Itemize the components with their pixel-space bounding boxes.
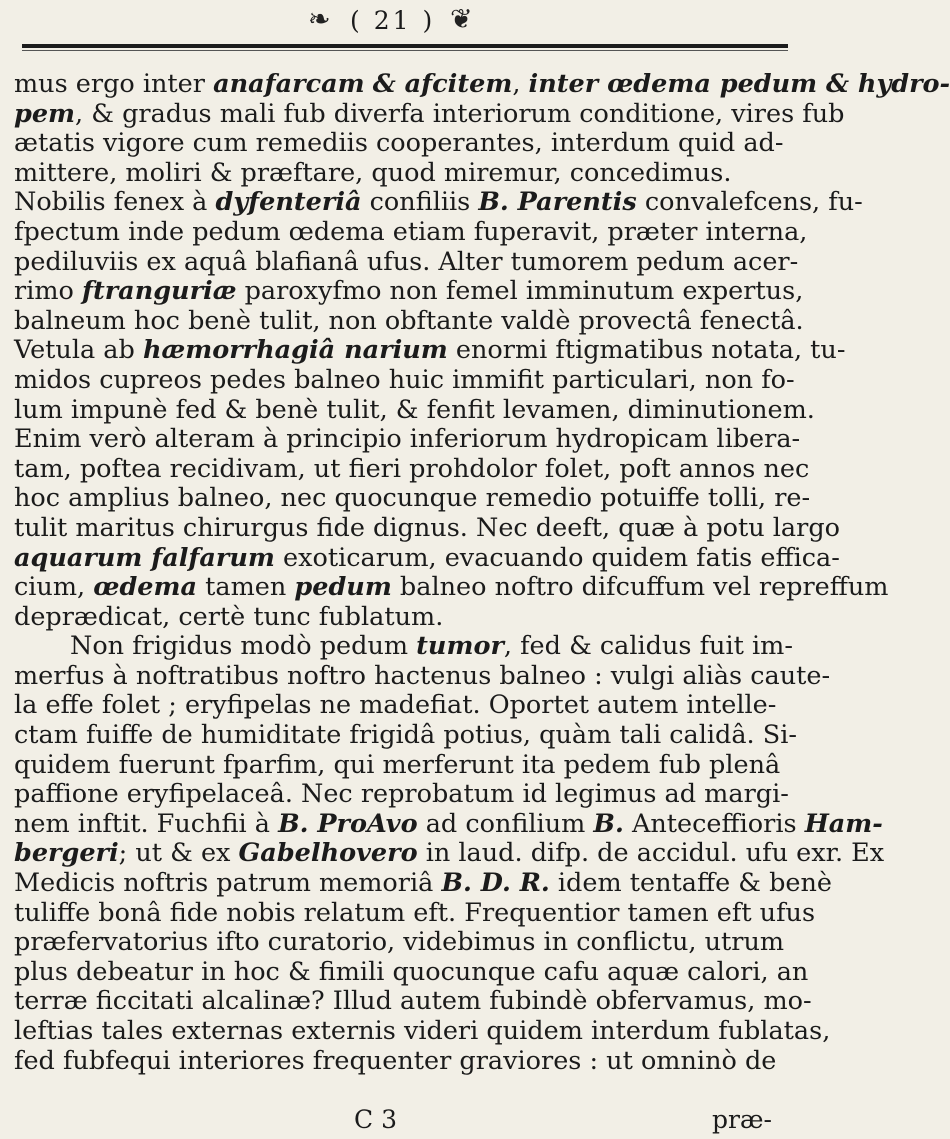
text-run: plus debeatur in hoc & fimili quocunque cafu aquæ calori, an [14,956,809,987]
text-run: midos cupreos pedes balneo huic immifit particulari, non fo- [14,364,795,395]
text-line [14,956,809,988]
text-line [14,808,883,840]
text-line [14,187,863,218]
text-run: paroxyfmo non femel imminutum expertus, [236,276,804,307]
italic-term: Gabelhovero [238,838,418,869]
header-rule [0,40,800,54]
catchword: præ- [712,1105,772,1134]
text-run: idem tentaffe & benè [549,868,832,899]
text-run: exoticarum, evacuando quidem fatis effica- [274,542,840,573]
italic-term: inter œdema pedum & hydro- [528,69,950,99]
text-line [14,721,796,751]
italic-term: & afcitem [372,69,513,99]
text-run: præfervatorius ifto curatorio, videbimus in conflictu, utrum [14,927,785,958]
text-run: confiliis [361,187,479,218]
text-run: balneo noftro difcuffum vel repreffum [391,572,889,603]
text-run: tam, poftea recidivam, ut fieri prohdolor folet, poft annos nec [14,453,810,484]
page-header [0,4,800,70]
text-line [14,129,796,159]
text-line [14,838,885,869]
text-line [14,603,796,633]
text-run: mittere, moliri & præftare, quod miremur, concedimus. [14,157,732,188]
text-run: rimo [14,276,82,307]
text-line [14,691,796,721]
text-line [14,246,799,278]
text-line [14,542,840,574]
italic-term: B. Parentis [478,187,637,218]
text-line [14,868,832,899]
text-run: fed fubfequi interiores frequenter graviores : ut omninò de [14,1045,777,1076]
text-line [14,69,950,100]
text-run: deprædicat, certè tunc fublatum. [14,601,444,632]
italic-term: tumor [416,631,504,662]
text-run: balneum hoc benè tulit, non obftante valdè provectâ fenectâ. [14,305,804,336]
text-line [14,1016,831,1047]
text-line [14,159,796,189]
text-run: ad confilium [417,808,594,839]
text-run: convalefcens, fu- [636,187,863,218]
italic-term: bergeri [14,838,119,869]
text-line [14,986,812,1017]
text-line [14,780,796,810]
text-run: Anteceffioris [623,808,805,839]
text-run: tamen [197,572,295,603]
text-run: hoc amplius balneo, nec quocunque remedio potuiffe tolli, re- [14,483,811,514]
text-run: tulit maritus chirurgus fide dignus. Nec deeft, quæ à potu largo [14,512,840,543]
italic-term: pem [14,98,76,129]
text-run: Non frigidus modò pedum [70,631,417,662]
text-line [14,897,816,929]
signature-mark: C 3 [354,1105,397,1134]
italic-term: dyfenteriâ [215,187,362,218]
fleuron-ornament-left: ❧ [308,4,331,35]
italic-term: B. [593,808,624,839]
text-line [14,394,815,426]
text-run: cium, [14,572,94,603]
text-run: nem inftit. Fuchfii à [14,808,279,839]
text-run: lum impunè fed & benè tulit, & fenfit levamen, diminutionem. [14,394,815,425]
header-rule-thin [22,50,788,51]
text-run: Vetula ab [14,335,143,366]
text-run: paffione eryfipelaceâ. Nec reprobatum id legimus ad margi- [14,779,789,810]
page-number: ( 21 ) [350,6,436,35]
text-run: terræ ficcitati alcalinæ? Illud autem fubindè obfervamus, mo- [14,986,812,1017]
text-line [14,305,804,337]
text-run: , fed & calidus fuit im- [503,631,793,662]
text-run: ; ut & ex [118,838,239,869]
text-run: in laud. difp. de accidul. ufu exr. Ex [417,838,885,869]
text-line [14,751,796,781]
text-run: enormi ftigmatibus notata, tu- [447,335,846,366]
italic-term: anafarcam [213,69,365,99]
text-run: pediluviis ex aquâ blafianâ ufus. Alter tumorem pedum acer- [14,246,799,277]
text-run: merfus à noftratibus noftro hactenus balneo : vulgi aliàs caute- [14,660,831,691]
text-line [14,512,840,544]
body-text [14,69,950,1076]
text-run: , [512,69,529,99]
header-rule-thick [22,44,788,48]
italic-term: aquarum falfarum [14,542,275,573]
text-run: quidem fuerunt fparfim, qui merferunt ita pedem fub plenâ [14,749,781,780]
text-line [14,424,801,455]
text-run: Nobilis fenex à [14,187,216,218]
text-run: Enim verò alteram à principio inferiorum hydropicam libera- [14,424,801,455]
text-run: leftias tales externas externis videri quidem interdum fublatas, [14,1016,831,1046]
text-line [14,335,846,366]
text-line [14,572,889,603]
text-run: la effe folet ; eryfipelas ne madefiat. Oportet autem intelle- [14,690,777,721]
text-line [14,1047,796,1077]
text-line [14,366,796,396]
text-run: tuliffe bonâ fide nobis relatum eft. Frequentior tamen eft ufus [14,897,816,928]
text-line [14,483,811,514]
text-run: mus ergo inter [14,69,214,99]
text-line [14,660,831,692]
text-run: , & gradus mali fub diverfa interiorum conditione, vires fub [75,98,845,129]
text-run: ctam fuiffe de humiditate frigidâ potius, quàm tali calidâ. Si- [14,720,797,751]
text-line [14,276,804,307]
italic-term: ftranguriæ [81,276,237,307]
italic-term: Ham- [804,808,883,839]
text-run: fpectum inde pedum œdema etiam fuperavit, præter interna, [14,216,808,247]
text-line [14,928,796,958]
fleuron-ornament-right: ❦ [450,4,473,35]
text-line [14,632,796,662]
italic-term: B. ProAvo [278,808,418,839]
text-line [14,216,808,248]
text-run: Medicis noftris patrum memoriâ [14,868,442,899]
italic-term: B. D. R. [441,868,550,899]
text-run [365,69,373,99]
italic-term: hæmorrhagiâ narium [142,335,448,366]
text-line [14,453,810,485]
text-line [14,98,845,130]
italic-term: pedum [294,572,392,603]
text-run: ætatis vigore cum remediis cooperantes, interdum quid ad- [14,128,784,159]
italic-term: œdema [93,572,198,603]
